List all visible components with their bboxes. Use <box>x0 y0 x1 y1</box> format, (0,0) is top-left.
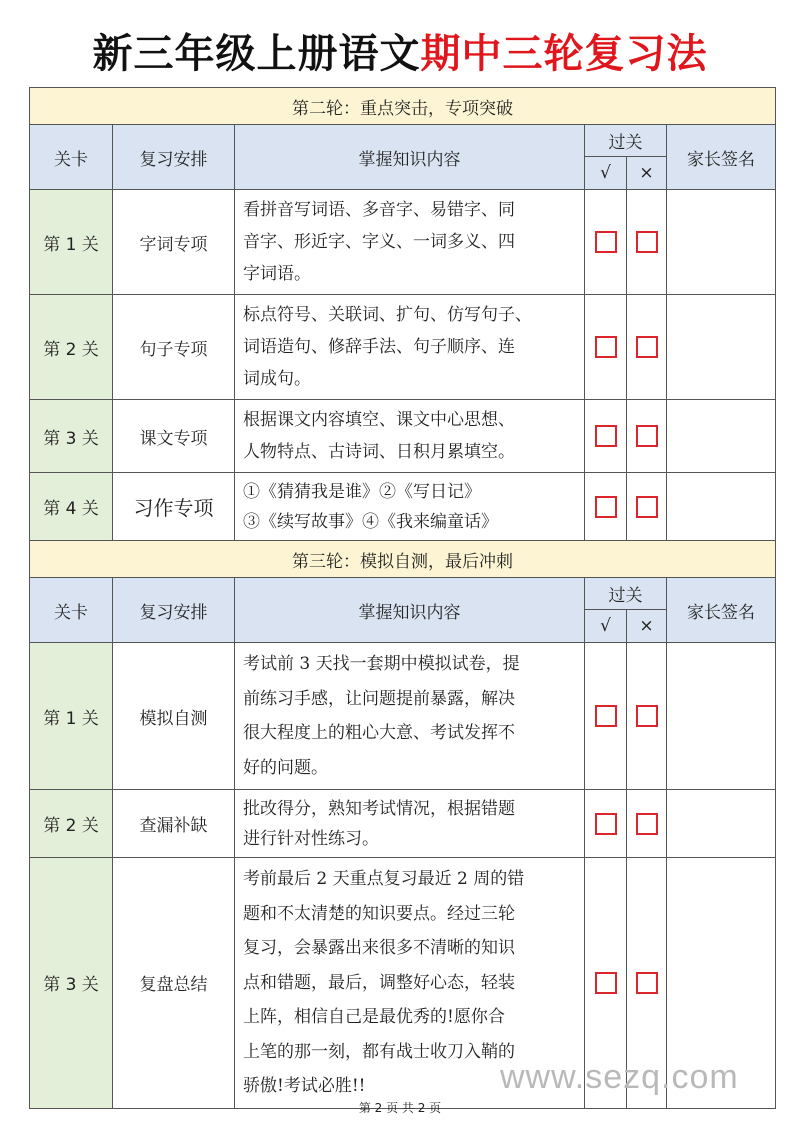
table-row <box>30 643 776 790</box>
table-row <box>30 190 776 295</box>
content-line: 很大程度上的粗心大意、考试发挥不 <box>243 723 515 743</box>
content-line: 看拼音写词语、多音字、易错字、同 <box>243 200 515 220</box>
table-row <box>30 473 776 541</box>
content-text <box>235 295 585 400</box>
content-line: 音字、形近字、字义、一词多义、四 <box>243 232 515 252</box>
level-label: 第 1 关 <box>30 190 113 295</box>
content-line: 复习，会暴露出来很多不清晰的知识 <box>243 938 515 958</box>
header-arrange: 复习安排 <box>113 125 235 190</box>
fail-checkbox[interactable] <box>636 705 658 727</box>
arrange-label: 句子专项 <box>113 295 235 400</box>
content-line: 考前最后 2 天重点复习最近 2 周的错 <box>243 869 525 889</box>
content-line: 词成句。 <box>243 369 311 389</box>
content-line: 根据课文内容填空、课文中心思想、 <box>243 410 515 430</box>
fail-checkbox[interactable] <box>636 231 658 253</box>
fail-checkbox[interactable] <box>636 336 658 358</box>
fail-checkbox[interactable] <box>636 972 658 994</box>
content-line: 批改得分，熟知考试情况，根据错题 <box>243 798 515 819</box>
content-line: 考试前 3 天找一套期中模拟试卷，提 <box>243 654 520 674</box>
parent-signature-cell[interactable] <box>667 295 776 400</box>
table-row <box>30 400 776 473</box>
fail-checkbox[interactable] <box>636 813 658 835</box>
arrange-label: 模拟自测 <box>113 643 235 790</box>
level-label: 第 4 关 <box>30 473 113 541</box>
header-level: 关卡 <box>30 578 113 643</box>
title-part-black: 新三年级上册语文 <box>92 31 421 77</box>
header-pass: 过关 <box>585 125 667 157</box>
content-text <box>235 190 585 295</box>
content-line: 好的问题。 <box>243 757 328 778</box>
content-line: 点和错题，最后，调整好心态，轻装 <box>243 972 515 993</box>
content-line: ①《猜猜我是谁》②《写日记》 <box>243 481 481 502</box>
pass-checkbox[interactable] <box>595 705 617 727</box>
content-line: 字词语。 <box>243 264 311 284</box>
content-line: 进行针对性练习。 <box>243 828 379 849</box>
level-label: 第 2 关 <box>30 295 113 400</box>
content-text <box>235 643 585 790</box>
content-line: ③《续写故事》④《我来编童话》 <box>243 511 498 532</box>
content-line: 上笔的那一刻，都有战士收刀入鞘的 <box>243 1041 515 1062</box>
content-line: 骄傲!考试必胜!! <box>243 1076 366 1096</box>
content-line: 词语造句、修辞手法、句子顺序、连 <box>243 337 515 357</box>
arrange-label: 习作专项 <box>113 473 235 541</box>
parent-signature-cell[interactable] <box>667 190 776 295</box>
table-row <box>30 295 776 400</box>
title-part-red: 期中三轮复习法 <box>420 31 708 77</box>
header-level: 关卡 <box>30 125 113 190</box>
header-cross: × <box>627 610 667 643</box>
header-content: 掌握知识内容 <box>235 578 585 643</box>
header-pass: 过关 <box>585 578 667 610</box>
fail-checkbox[interactable] <box>636 425 658 447</box>
fail-checkbox[interactable] <box>636 496 658 518</box>
header-content: 掌握知识内容 <box>235 125 585 190</box>
arrange-label: 复盘总结 <box>113 858 235 1109</box>
parent-signature-cell[interactable] <box>667 643 776 790</box>
content-text <box>235 400 585 473</box>
content-text <box>235 790 585 858</box>
header-check: √ <box>585 157 627 190</box>
parent-signature-cell[interactable] <box>667 473 776 541</box>
content-line: 上阵，相信自己是最优秀的!愿你合 <box>243 1007 505 1027</box>
pass-checkbox[interactable] <box>595 813 617 835</box>
round3-title: 第三轮：模拟自测，最后冲刺 <box>30 541 776 578</box>
round2-title: 第二轮：重点突击，专项突破 <box>30 88 776 125</box>
content-line: 标点符号、关联词、扩句、仿写句子、 <box>243 305 532 325</box>
pass-checkbox[interactable] <box>595 231 617 253</box>
content-line: 前练习手感，让问题提前暴露，解决 <box>243 688 515 709</box>
pass-checkbox[interactable] <box>595 496 617 518</box>
header-cross: × <box>627 157 667 190</box>
page-footer: 第 2 页 共 2 页 <box>358 1101 442 1115</box>
header-check: √ <box>585 610 627 643</box>
watermark: www.sezq.com <box>500 1058 739 1096</box>
level-label: 第 3 关 <box>30 400 113 473</box>
page-title <box>0 22 800 79</box>
arrange-label: 字词专项 <box>113 190 235 295</box>
content-line: 题和不太清楚的知识要点。经过三轮 <box>243 903 515 924</box>
level-label: 第 1 关 <box>30 643 113 790</box>
pass-checkbox[interactable] <box>595 425 617 447</box>
header-sign: 家长签名 <box>667 125 776 190</box>
parent-signature-cell[interactable] <box>667 790 776 858</box>
level-label: 第 3 关 <box>30 858 113 1109</box>
pass-checkbox[interactable] <box>595 972 617 994</box>
content-text <box>235 473 585 541</box>
level-label: 第 2 关 <box>30 790 113 858</box>
pass-checkbox[interactable] <box>595 336 617 358</box>
content-line: 人物特点、古诗词、日积月累填空。 <box>243 442 515 462</box>
review-table <box>29 87 776 1109</box>
header-sign: 家长签名 <box>667 578 776 643</box>
table-row <box>30 790 776 858</box>
parent-signature-cell[interactable] <box>667 400 776 473</box>
arrange-label: 课文专项 <box>113 400 235 473</box>
header-arrange: 复习安排 <box>113 578 235 643</box>
arrange-label: 查漏补缺 <box>113 790 235 858</box>
